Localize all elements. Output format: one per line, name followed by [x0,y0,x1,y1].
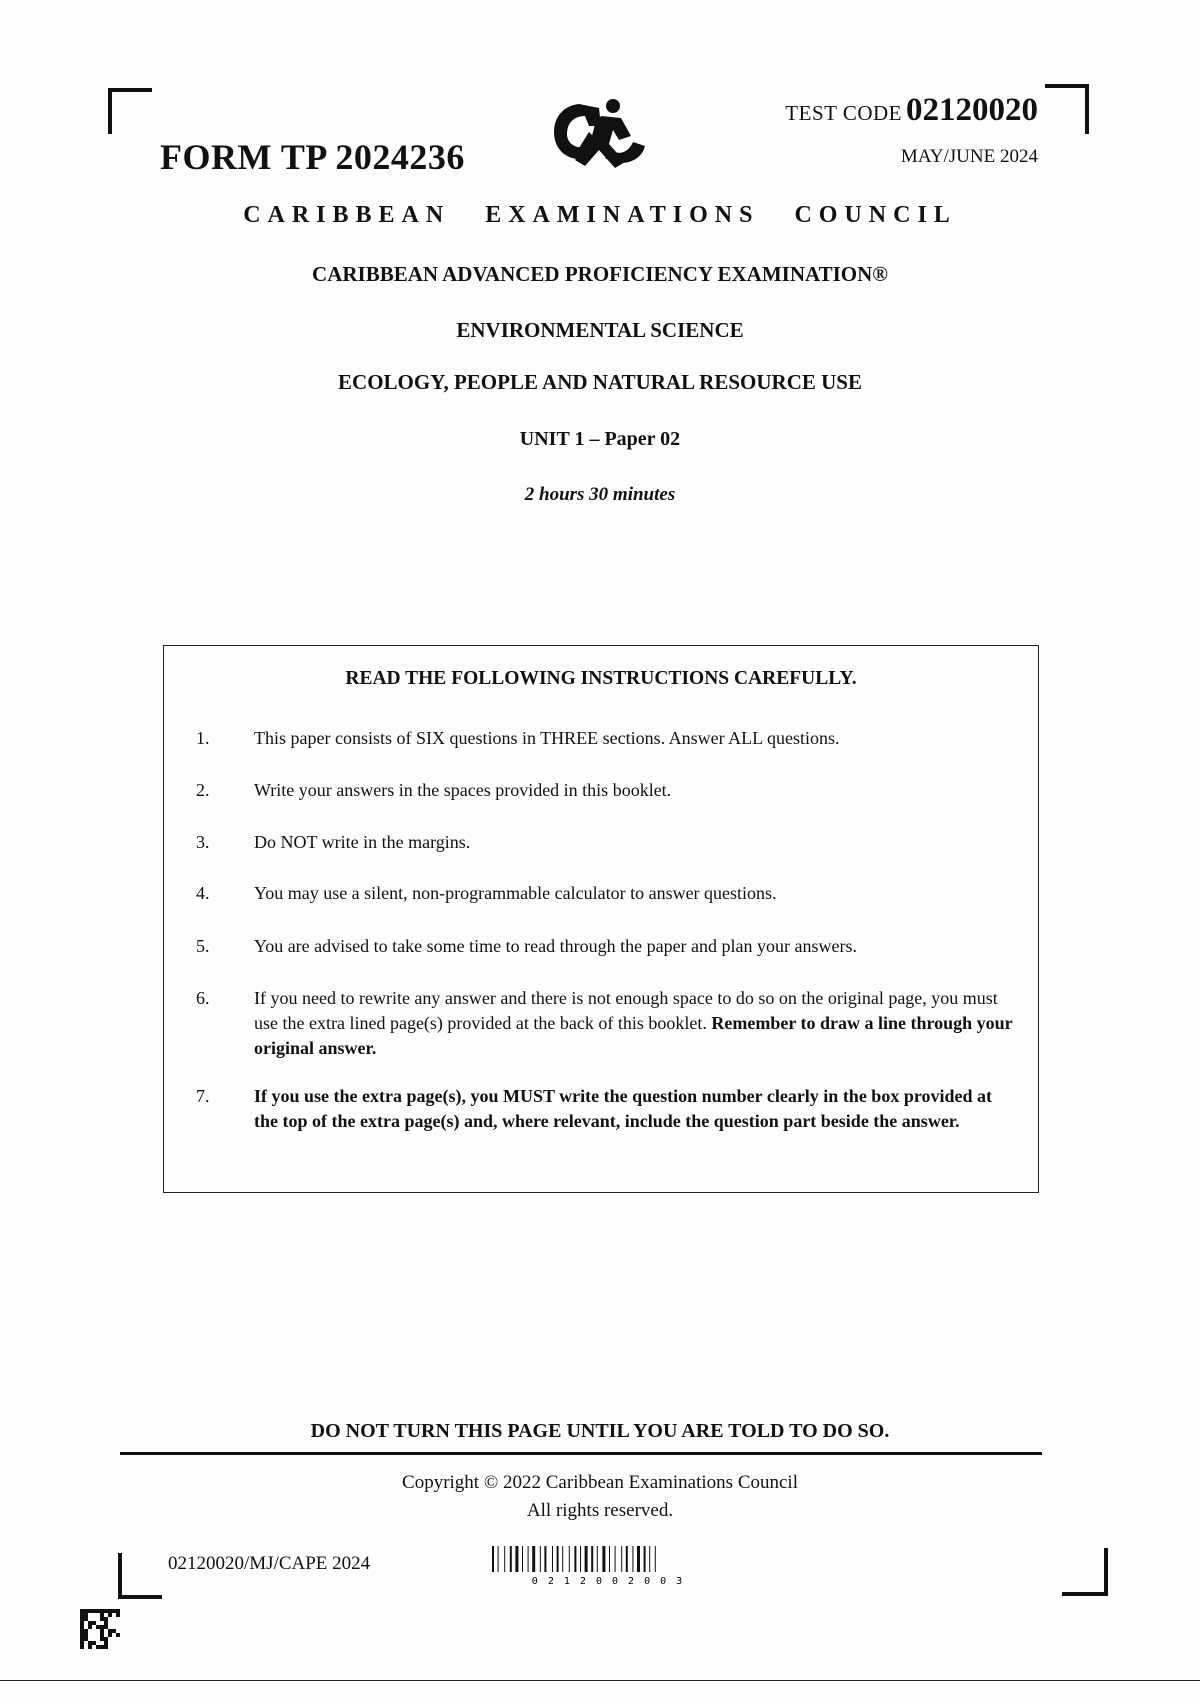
instruction-text: This paper consists of SIX questions in THREE sections. Answer ALL questions. [254,728,840,748]
instruction-number: 7. [196,1086,210,1106]
instruction-text: You are advised to take some time to read through the paper and plan your answers. [254,936,858,956]
test-code-value: 02120020 [906,92,1038,128]
instructions-heading: READ THE FOLLOWING INSTRUCTIONS CAREFULLY. [345,668,857,689]
instruction-item [196,726,1016,751]
test-code-label: TEST CODE [785,101,902,125]
unit-paper: UNIT 1 – Paper 02 [519,428,681,450]
instruction-text: You may use a silent, non-programmable calculator to answer questions. [254,883,777,903]
instruction-item [196,830,1016,855]
test-code [785,92,1038,129]
corner-mark-top-right [1045,84,1089,134]
instruction-text-emphasis: If you use the extra page(s), you MUST write the question number clearly in the box provided at the top of the extra page(s) and, where relevant, include the question part beside the answer. [254,1086,992,1131]
rights-line: All rights reserved. [526,1500,674,1521]
instruction-number: 6. [196,988,210,1008]
instruction-number: 3. [196,832,210,852]
subject-title: ENVIRONMENTAL SCIENCE [456,318,744,342]
footer-divider [120,1452,1042,1455]
instruction-text-emphasis: Remember to draw a line through your original answer. [254,1013,1013,1058]
instruction-number: 1. [196,728,210,748]
council-name: CARIBBEAN EXAMINATIONS COUNCIL [243,202,957,228]
do-not-turn-notice: DO NOT TURN THIS PAGE UNTIL YOU ARE TOLD TO DO SO. [310,1420,890,1442]
exam-name: CARIBBEAN ADVANCED PROFICIENCY EXAMINATION® [312,262,888,286]
instruction-item [196,778,1016,803]
form-id: FORM TP 2024236 [160,137,465,177]
instruction-item [196,1084,1016,1134]
module-title: ECOLOGY, PEOPLE AND NATURAL RESOURCE USE [338,370,862,394]
page-edge-line [0,1680,1200,1681]
barcode-digits: 0 2 1 2 0 0 2 0 0 3 [531,1576,685,1586]
instruction-number: 4. [196,883,210,903]
cxc-logo-icon [545,96,655,176]
copyright-line: Copyright © 2022 Caribbean Examinations Council [402,1472,798,1493]
instruction-item [196,986,1016,1061]
instruction-text [254,1084,1016,1134]
instruction-item [196,934,1016,959]
corner-mark-bottom-right [1062,1548,1108,1596]
paper-code: 02120020/MJ/CAPE 2024 [168,1553,371,1574]
qr-code-icon [80,1609,120,1649]
instruction-item [196,881,1016,906]
barcode-icon [490,1546,726,1586]
exam-duration: 2 hours 30 minutes [524,484,676,505]
instruction-text: Do NOT write in the margins. [254,832,471,852]
instructions-box [163,645,1039,1193]
corner-mark-top-left [108,88,152,134]
instruction-text: Write your answers in the spaces provided in this booklet. [254,780,672,800]
instruction-number: 5. [196,936,210,956]
instruction-number: 2. [196,780,210,800]
exam-session: MAY/JUNE 2024 [900,146,1038,167]
corner-mark-bottom-left [118,1553,162,1599]
instruction-text-plain: If you need to rewrite any answer and there is not enough space to do so on the original page, you must use the extra lined page(s) provided at the back of this booklet. [254,988,998,1033]
instruction-text [254,986,1016,1061]
